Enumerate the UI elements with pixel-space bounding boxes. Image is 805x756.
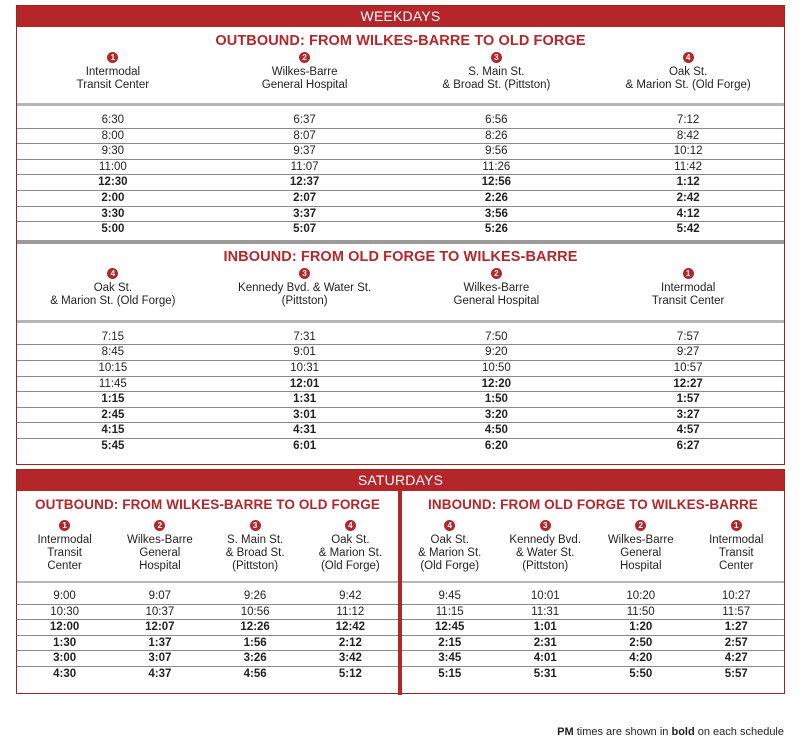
time-cell: 12:26 <box>240 621 270 634</box>
weekday-inbound-title: INBOUND: FROM OLD FORGE TO WILKES-BARRE <box>223 248 578 265</box>
stop-header <box>209 268 401 320</box>
time-cell: 6:01 <box>293 439 317 452</box>
table-row <box>402 605 784 621</box>
time-cell: 1:27 <box>724 621 748 634</box>
table-row <box>17 330 784 346</box>
table-row <box>17 589 398 605</box>
time-cell: 1:37 <box>148 636 172 649</box>
time-cell: 12:07 <box>145 621 175 634</box>
time-cell: 9:27 <box>676 346 700 359</box>
time-cell: 1:57 <box>676 393 700 406</box>
stop-header <box>17 520 112 581</box>
table-row <box>402 651 784 667</box>
saturday-columns <box>17 491 784 695</box>
time-cell: 9:30 <box>101 145 125 158</box>
time-cell: 10:01 <box>530 590 560 602</box>
time-cell: 2:50 <box>629 636 653 649</box>
stop-header <box>592 268 784 320</box>
table-row <box>17 222 784 238</box>
table-row <box>17 620 398 636</box>
time-cell: 3:42 <box>338 652 362 665</box>
stop-number-badge: 1 <box>731 520 742 531</box>
table-row <box>17 605 398 621</box>
time-cell: 3:56 <box>484 207 508 220</box>
time-cell: 4:50 <box>484 424 508 437</box>
stop-number-badge: 4 <box>107 268 118 279</box>
time-cell: 4:01 <box>533 652 557 665</box>
table-row <box>17 191 784 207</box>
time-cell: 1:20 <box>629 621 653 634</box>
time-cell: 9:26 <box>243 590 267 602</box>
weekdays-schedule <box>16 5 785 465</box>
time-cell: 3:01 <box>293 408 317 421</box>
time-cell: 3:27 <box>676 408 700 421</box>
stop-header <box>17 52 209 103</box>
time-cell: 11:45 <box>98 377 127 390</box>
time-cell: 12:56 <box>481 176 512 189</box>
stop-number-badge: 1 <box>683 268 694 279</box>
table-row <box>17 129 784 145</box>
table-row <box>17 113 784 129</box>
time-cell: 2:45 <box>101 408 125 421</box>
time-cell: 12:37 <box>289 176 320 189</box>
time-cell: 10:30 <box>50 605 80 618</box>
stop-header <box>592 52 784 103</box>
stop-number-badge: 2 <box>299 52 310 63</box>
stop-header <box>497 520 593 581</box>
time-cell: 11:15 <box>435 605 464 618</box>
time-cell: 7:57 <box>676 330 700 343</box>
stop-header <box>208 520 303 581</box>
stop-name: Wilkes-Barre General Hospital <box>261 66 348 91</box>
time-cell: 3:20 <box>484 408 508 421</box>
stop-number-badge: 2 <box>635 520 646 531</box>
stop-number-badge: 2 <box>491 268 502 279</box>
stop-header <box>401 52 593 103</box>
time-cell: 8:26 <box>485 129 508 142</box>
time-cell: 10:50 <box>481 361 511 374</box>
stop-name: Oak St. & Marion St. (Old Forge) <box>50 281 176 307</box>
time-cell: 5:12 <box>338 667 362 680</box>
time-cell: 4:15 <box>101 424 125 437</box>
stop-number-badge: 2 <box>154 520 165 531</box>
time-cell: 10:15 <box>98 361 128 374</box>
time-cell: 3:26 <box>243 652 267 665</box>
stop-number-badge: 3 <box>491 52 502 63</box>
time-cell: 1:31 <box>293 393 317 406</box>
stop-name: Intermodal Transit Center <box>709 534 764 572</box>
time-cell: 3:30 <box>101 207 125 220</box>
time-cell: 7:31 <box>293 330 316 343</box>
table-row <box>17 636 398 652</box>
time-cell: 2:12 <box>338 636 362 649</box>
time-cell: 5:42 <box>676 223 700 236</box>
stop-name: Intermodal Transit Center <box>76 66 150 91</box>
time-cell: 3:07 <box>148 652 172 665</box>
time-cell: 12:42 <box>335 621 366 634</box>
weekday-inbound-stops <box>17 268 784 320</box>
time-cell: 5:31 <box>533 667 557 680</box>
stop-name: Wilkes-Barre General Hospital <box>126 534 193 572</box>
stop-name: Kennedy Bvd. & Water St. (Pittston) <box>509 534 582 572</box>
stop-number-badge: 4 <box>683 52 694 63</box>
saturday-outbound-title: OUTBOUND: FROM WILKES-BARRE TO OLD FORGE <box>35 497 380 512</box>
stop-name: Kennedy Bvd. & Water St. (Pittston) <box>238 281 372 307</box>
stop-name: Oak St. & Marion St. (Old Forge) <box>318 534 383 572</box>
stop-header <box>688 520 784 581</box>
time-cell: 4:30 <box>53 667 77 680</box>
table-row <box>17 160 784 176</box>
time-cell: 10:37 <box>145 605 175 618</box>
pm-legend-note <box>557 726 784 738</box>
stop-number-badge: 4 <box>345 520 356 531</box>
time-cell: 9:45 <box>438 590 461 602</box>
saturday-outbound-times <box>17 589 398 683</box>
saturday-inbound <box>402 491 784 695</box>
time-cell: 10:12 <box>673 145 703 158</box>
time-cell: 12:45 <box>435 621 465 634</box>
table-row <box>17 345 784 361</box>
stop-name: S. Main St. & Broad St. (Pittston) <box>442 66 551 91</box>
time-cell: 12:01 <box>289 377 320 390</box>
header-divider <box>17 103 784 106</box>
time-cell: 2:26 <box>484 191 508 204</box>
time-cell: 9:20 <box>485 346 508 359</box>
stop-name: Intermodal Transit Center <box>37 534 92 572</box>
stop-number-badge: 3 <box>250 520 261 531</box>
stop-header <box>402 520 498 581</box>
time-cell: 3:00 <box>53 652 77 665</box>
time-cell: 9:56 <box>485 145 508 158</box>
time-cell: 1:56 <box>243 636 267 649</box>
time-cell: 11:50 <box>626 605 655 618</box>
time-cell: 6:56 <box>485 114 508 126</box>
weekday-outbound-stops <box>17 52 784 103</box>
time-cell: 9:00 <box>53 590 76 602</box>
time-cell: 11:12 <box>336 605 365 618</box>
time-cell: 6:30 <box>101 114 125 126</box>
table-row <box>17 667 398 683</box>
time-cell: 6:37 <box>293 114 316 126</box>
saturday-inbound-times <box>402 589 784 683</box>
time-cell: 11:07 <box>290 160 319 173</box>
table-row <box>17 423 784 439</box>
time-cell: 10:20 <box>626 590 656 602</box>
table-row <box>17 175 784 191</box>
table-row <box>402 589 784 605</box>
time-cell: 5:26 <box>484 223 508 236</box>
time-cell: 4:57 <box>676 424 700 437</box>
table-row <box>17 651 398 667</box>
time-cell: 7:50 <box>485 330 508 343</box>
header-divider <box>17 320 784 323</box>
time-cell: 12:00 <box>49 621 80 634</box>
bold-label: bold <box>671 726 695 738</box>
table-row <box>402 620 784 636</box>
time-cell: 4:37 <box>148 667 172 680</box>
time-cell: 10:27 <box>721 590 751 602</box>
table-row <box>17 361 784 377</box>
stop-header <box>401 268 593 320</box>
time-cell: 11:57 <box>722 605 751 618</box>
time-cell: 11:31 <box>531 605 560 618</box>
stop-number-badge: 1 <box>59 520 70 531</box>
time-cell: 12:30 <box>98 176 128 189</box>
saturday-outbound <box>17 491 398 695</box>
time-cell: 3:37 <box>293 207 317 220</box>
table-row <box>17 439 784 455</box>
stop-name: S. Main St. & Broad St. (Pittston) <box>225 534 285 572</box>
time-cell: 4:20 <box>629 652 653 665</box>
time-cell: 2:00 <box>101 191 125 204</box>
time-cell: 3:45 <box>438 652 462 665</box>
time-cell: 1:50 <box>484 393 508 406</box>
time-cell: 2:31 <box>533 636 557 649</box>
time-cell: 8:00 <box>101 129 125 142</box>
header-divider <box>402 581 784 583</box>
time-cell: 6:20 <box>484 439 508 452</box>
stop-header <box>593 520 689 581</box>
note-text-end: on each schedule <box>694 726 784 738</box>
stop-header <box>209 52 401 103</box>
time-cell: 5:50 <box>629 667 653 680</box>
stop-name: Oak St. & Marion St. (Old Forge) <box>625 66 751 91</box>
time-cell: 8:42 <box>676 129 700 142</box>
table-row <box>17 377 784 393</box>
time-cell: 5:15 <box>438 667 462 680</box>
stop-header <box>303 520 398 581</box>
stop-number-badge: 4 <box>444 520 455 531</box>
stop-number-badge: 3 <box>299 268 310 279</box>
header-divider <box>17 581 398 583</box>
time-cell: 6:27 <box>676 439 700 452</box>
stop-header <box>112 520 207 581</box>
time-cell: 4:56 <box>243 667 267 680</box>
time-cell: 10:56 <box>240 605 270 618</box>
weekdays-banner: WEEKDAYS <box>17 6 784 27</box>
time-cell: 5:57 <box>724 667 748 680</box>
saturday-inbound-title: INBOUND: FROM OLD FORGE TO WILKES-BARRE <box>428 497 758 512</box>
time-cell: 10:31 <box>290 361 320 374</box>
time-cell: 9:37 <box>293 145 316 158</box>
time-cell: 4:12 <box>676 207 700 220</box>
time-cell: 1:30 <box>53 636 77 649</box>
stop-name: Oak St. & Marion St. (Old Forge) <box>418 534 482 572</box>
stop-name: Wilkes-Barre General Hospital <box>607 534 674 572</box>
stop-name: Wilkes-Barre General Hospital <box>453 281 540 307</box>
stop-name: Intermodal Transit Center <box>651 281 725 307</box>
saturdays-schedule <box>16 469 785 694</box>
time-cell: 12:20 <box>481 377 512 390</box>
time-cell: 5:07 <box>293 223 317 236</box>
saturday-inbound-stops <box>402 516 784 581</box>
time-cell: 11:26 <box>482 160 511 173</box>
time-cell: 7:12 <box>676 114 700 126</box>
time-cell: 1:01 <box>533 621 557 634</box>
time-cell: 2:42 <box>676 191 700 204</box>
time-cell: 9:07 <box>148 590 172 602</box>
time-cell: 7:15 <box>101 330 125 343</box>
time-cell: 11:42 <box>674 160 703 173</box>
stop-header <box>17 268 209 320</box>
stop-number-badge: 1 <box>107 52 118 63</box>
table-row <box>402 636 784 652</box>
pm-label: PM <box>557 726 574 738</box>
time-cell: 12:27 <box>673 377 703 390</box>
stop-number-badge: 3 <box>540 520 551 531</box>
time-cell: 2:07 <box>293 191 317 204</box>
time-cell: 2:57 <box>724 636 748 649</box>
saturdays-banner: SATURDAYS <box>17 470 784 491</box>
weekday-outbound-title: OUTBOUND: FROM WILKES-BARRE TO OLD FORGE <box>215 33 586 49</box>
time-cell: 8:45 <box>101 346 125 359</box>
note-text: times are shown in <box>573 726 672 738</box>
time-cell: 9:42 <box>339 590 362 602</box>
weekday-inbound-times <box>17 330 784 455</box>
time-cell: 10:57 <box>673 361 703 374</box>
time-cell: 9:01 <box>293 346 316 359</box>
time-cell: 4:27 <box>724 652 748 665</box>
table-row <box>17 144 784 160</box>
time-cell: 5:00 <box>101 223 125 236</box>
time-cell: 4:31 <box>293 424 317 437</box>
table-row <box>17 408 784 424</box>
time-cell: 1:12 <box>676 176 700 189</box>
weekday-outbound-times <box>17 113 784 238</box>
time-cell: 11:00 <box>98 160 127 173</box>
time-cell: 8:07 <box>293 129 316 142</box>
time-cell: 1:15 <box>101 393 125 406</box>
table-row <box>17 207 784 223</box>
saturday-outbound-stops <box>17 516 398 581</box>
time-cell: 2:15 <box>438 636 462 649</box>
table-row <box>402 667 784 683</box>
time-cell: 5:45 <box>101 439 125 452</box>
table-row <box>17 392 784 408</box>
